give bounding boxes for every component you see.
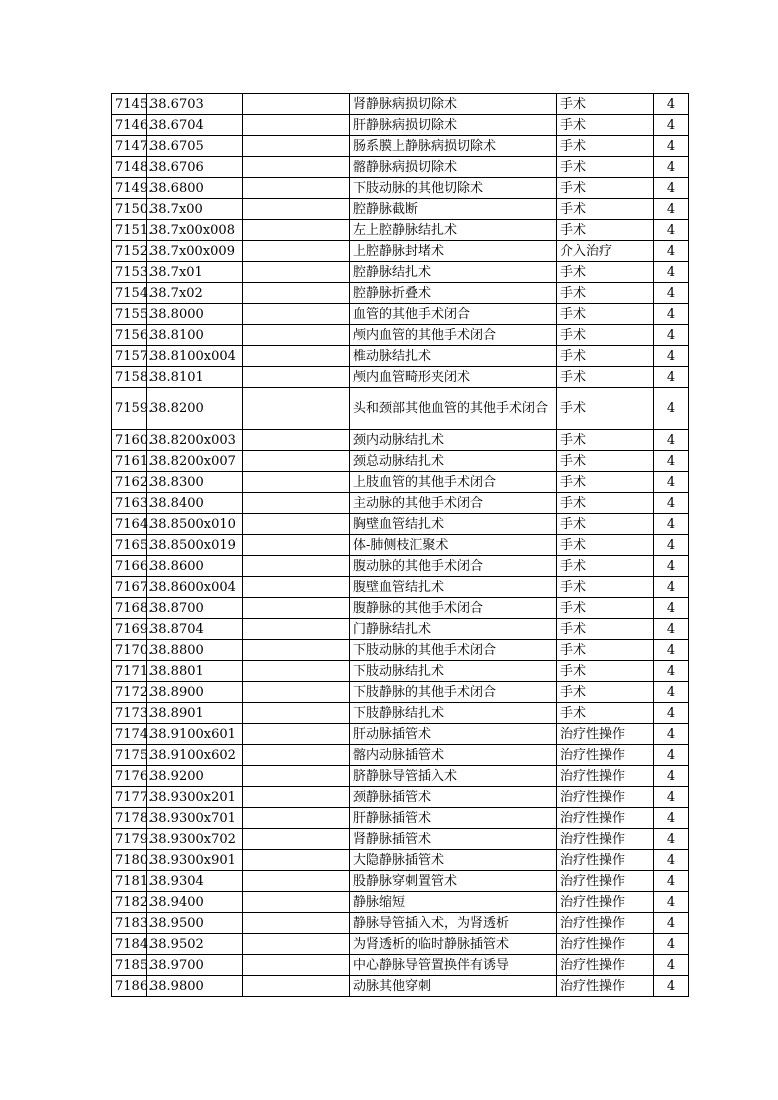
- procedure-code-cell: 38.9304: [147, 871, 243, 892]
- procedure-code-cell: 38.8700: [147, 598, 243, 619]
- row-number-cell: 7184.: [112, 934, 147, 955]
- table-row: [112, 136, 689, 157]
- procedure-level-cell: 4: [654, 766, 689, 787]
- procedure-type-cell: 治疗性操作: [557, 892, 654, 913]
- row-number-cell: 7162.: [112, 472, 147, 493]
- procedure-level-cell: 4: [654, 661, 689, 682]
- procedure-code-cell: 38.7x01: [147, 262, 243, 283]
- procedure-level-cell: 4: [654, 472, 689, 493]
- table-row: [112, 115, 689, 136]
- procedure-type-cell: 手术: [557, 640, 654, 661]
- table-row: [112, 493, 689, 514]
- procedure-code-cell: 38.9300x702: [147, 829, 243, 850]
- row-number-cell: 7166.: [112, 556, 147, 577]
- procedure-name-cell: 头和颈部其他血管的其他手术闭合: [350, 388, 557, 430]
- row-number-cell: 7145.: [112, 94, 147, 115]
- row-number-cell: 7174.: [112, 724, 147, 745]
- table-row: [112, 430, 689, 451]
- procedure-level-cell: 4: [654, 451, 689, 472]
- procedure-table-body: [112, 94, 689, 997]
- procedure-code-cell: 38.9300x901: [147, 850, 243, 871]
- row-number-cell: 7179.: [112, 829, 147, 850]
- extra-code-cell: [243, 388, 350, 430]
- extra-code-cell: [243, 94, 350, 115]
- procedure-name-cell: 肾静脉病损切除术: [350, 94, 557, 115]
- procedure-level-cell: 4: [654, 199, 689, 220]
- procedure-level-cell: 4: [654, 934, 689, 955]
- table-row: [112, 829, 689, 850]
- procedure-type-cell: 手术: [557, 619, 654, 640]
- extra-code-cell: [243, 577, 350, 598]
- procedure-level-cell: 4: [654, 304, 689, 325]
- procedure-level-cell: 4: [654, 619, 689, 640]
- table-row: [112, 451, 689, 472]
- procedure-name-cell: 椎动脉结扎术: [350, 346, 557, 367]
- procedure-code-cell: 38.8101: [147, 367, 243, 388]
- table-row: [112, 325, 689, 346]
- procedure-name-cell: 脐静脉导管插入术: [350, 766, 557, 787]
- procedure-type-cell: 手术: [557, 199, 654, 220]
- procedure-level-cell: 4: [654, 157, 689, 178]
- procedure-type-cell: 治疗性操作: [557, 934, 654, 955]
- extra-code-cell: [243, 829, 350, 850]
- procedure-name-cell: 下肢动脉的其他手术闭合: [350, 640, 557, 661]
- table-row: [112, 745, 689, 766]
- row-number-cell: 7171.: [112, 661, 147, 682]
- procedure-name-cell: 肝静脉插管术: [350, 808, 557, 829]
- procedure-name-cell: 静脉导管插入术，为肾透析: [350, 913, 557, 934]
- extra-code-cell: [243, 157, 350, 178]
- procedure-type-cell: 手术: [557, 283, 654, 304]
- row-number-cell: 7183.: [112, 913, 147, 934]
- procedure-level-cell: 4: [654, 367, 689, 388]
- table-row: [112, 199, 689, 220]
- procedure-type-cell: 手术: [557, 598, 654, 619]
- row-number-cell: 7155.: [112, 304, 147, 325]
- extra-code-cell: [243, 262, 350, 283]
- table-row: [112, 682, 689, 703]
- procedure-name-cell: 胸壁血管结扎术: [350, 514, 557, 535]
- extra-code-cell: [243, 136, 350, 157]
- procedure-type-cell: 手术: [557, 430, 654, 451]
- procedure-level-cell: 4: [654, 136, 689, 157]
- row-number-cell: 7147.: [112, 136, 147, 157]
- procedure-code-cell: 38.9700: [147, 955, 243, 976]
- procedure-code-cell: 38.8400: [147, 493, 243, 514]
- table-row: [112, 577, 689, 598]
- procedure-name-cell: 股静脉穿刺置管术: [350, 871, 557, 892]
- extra-code-cell: [243, 661, 350, 682]
- procedure-name-cell: 颈总动脉结扎术: [350, 451, 557, 472]
- procedure-name-cell: 肝动脉插管术: [350, 724, 557, 745]
- table-row: [112, 619, 689, 640]
- extra-code-cell: [243, 346, 350, 367]
- extra-code-cell: [243, 976, 350, 997]
- table-row: [112, 703, 689, 724]
- procedure-code-cell: 38.8300: [147, 472, 243, 493]
- extra-code-cell: [243, 325, 350, 346]
- procedure-name-cell: 髂静脉病损切除术: [350, 157, 557, 178]
- procedure-level-cell: 4: [654, 94, 689, 115]
- procedure-type-cell: 手术: [557, 514, 654, 535]
- extra-code-cell: [243, 640, 350, 661]
- procedure-level-cell: 4: [654, 241, 689, 262]
- procedure-level-cell: 4: [654, 430, 689, 451]
- procedure-type-cell: 手术: [557, 262, 654, 283]
- row-number-cell: 7154.: [112, 283, 147, 304]
- procedure-name-cell: 下肢静脉结扎术: [350, 703, 557, 724]
- row-number-cell: 7181.: [112, 871, 147, 892]
- procedure-code-cell: 38.8500x010: [147, 514, 243, 535]
- procedure-name-cell: 体-肺侧枝汇聚术: [350, 535, 557, 556]
- table-row: [112, 241, 689, 262]
- procedure-level-cell: 4: [654, 913, 689, 934]
- procedure-type-cell: 手术: [557, 472, 654, 493]
- procedure-level-cell: 4: [654, 577, 689, 598]
- procedure-code-cell: 38.9100x602: [147, 745, 243, 766]
- procedure-code-cell: 38.9500: [147, 913, 243, 934]
- procedure-type-cell: 治疗性操作: [557, 724, 654, 745]
- procedure-name-cell: 上肢血管的其他手术闭合: [350, 472, 557, 493]
- row-number-cell: 7173.: [112, 703, 147, 724]
- table-row: [112, 262, 689, 283]
- table-row: [112, 661, 689, 682]
- table-row: [112, 346, 689, 367]
- row-number-cell: 7159.: [112, 388, 147, 430]
- procedure-type-cell: 治疗性操作: [557, 808, 654, 829]
- procedure-code-cell: 38.9200: [147, 766, 243, 787]
- procedure-level-cell: 4: [654, 745, 689, 766]
- extra-code-cell: [243, 682, 350, 703]
- procedure-code-cell: 38.8801: [147, 661, 243, 682]
- procedure-type-cell: 治疗性操作: [557, 955, 654, 976]
- procedure-code-cell: 38.7x00x009: [147, 241, 243, 262]
- extra-code-cell: [243, 367, 350, 388]
- extra-code-cell: [243, 451, 350, 472]
- procedure-level-cell: 4: [654, 346, 689, 367]
- procedure-type-cell: 治疗性操作: [557, 829, 654, 850]
- procedure-type-cell: 手术: [557, 388, 654, 430]
- procedure-level-cell: 4: [654, 514, 689, 535]
- procedure-level-cell: 4: [654, 178, 689, 199]
- row-number-cell: 7165.: [112, 535, 147, 556]
- table-row: [112, 955, 689, 976]
- procedure-type-cell: 手术: [557, 94, 654, 115]
- procedure-code-cell: 38.9100x601: [147, 724, 243, 745]
- procedure-name-cell: 门静脉结扎术: [350, 619, 557, 640]
- procedure-type-cell: 手术: [557, 556, 654, 577]
- extra-code-cell: [243, 619, 350, 640]
- extra-code-cell: [243, 283, 350, 304]
- procedure-name-cell: 腹动脉的其他手术闭合: [350, 556, 557, 577]
- procedure-type-cell: 手术: [557, 304, 654, 325]
- procedure-level-cell: 4: [654, 682, 689, 703]
- procedure-level-cell: 4: [654, 955, 689, 976]
- procedure-level-cell: 4: [654, 493, 689, 514]
- procedure-code-cell: 38.7x02: [147, 283, 243, 304]
- procedure-code-cell: 38.8500x019: [147, 535, 243, 556]
- procedure-code-cell: 38.8704: [147, 619, 243, 640]
- procedure-code-cell: 38.8901: [147, 703, 243, 724]
- row-number-cell: 7182.: [112, 892, 147, 913]
- procedure-level-cell: 4: [654, 850, 689, 871]
- procedure-type-cell: 治疗性操作: [557, 745, 654, 766]
- procedure-name-cell: 静脉缩短: [350, 892, 557, 913]
- procedure-name-cell: 颅内血管的其他手术闭合: [350, 325, 557, 346]
- procedure-code-cell: 38.8200: [147, 388, 243, 430]
- procedure-code-cell: 38.8900: [147, 682, 243, 703]
- procedure-type-cell: 介入治疗: [557, 241, 654, 262]
- procedure-code-cell: 38.9502: [147, 934, 243, 955]
- row-number-cell: 7186.: [112, 976, 147, 997]
- procedure-level-cell: 4: [654, 703, 689, 724]
- procedure-code-cell: 38.8000: [147, 304, 243, 325]
- extra-code-cell: [243, 535, 350, 556]
- procedure-name-cell: 血管的其他手术闭合: [350, 304, 557, 325]
- procedure-name-cell: 肾静脉插管术: [350, 829, 557, 850]
- procedure-name-cell: 大隐静脉插管术: [350, 850, 557, 871]
- row-number-cell: 7163.: [112, 493, 147, 514]
- procedure-name-cell: 下肢动脉结扎术: [350, 661, 557, 682]
- procedure-type-cell: 治疗性操作: [557, 787, 654, 808]
- procedure-type-cell: 手术: [557, 367, 654, 388]
- extra-code-cell: [243, 199, 350, 220]
- extra-code-cell: [243, 598, 350, 619]
- procedure-level-cell: 4: [654, 325, 689, 346]
- procedure-type-cell: 治疗性操作: [557, 850, 654, 871]
- procedure-code-cell: 38.9300x701: [147, 808, 243, 829]
- row-number-cell: 7178.: [112, 808, 147, 829]
- procedure-level-cell: 4: [654, 556, 689, 577]
- procedure-type-cell: 手术: [557, 115, 654, 136]
- procedure-level-cell: 4: [654, 388, 689, 430]
- row-number-cell: 7172.: [112, 682, 147, 703]
- procedure-code-cell: 38.8600x004: [147, 577, 243, 598]
- procedure-level-cell: 4: [654, 283, 689, 304]
- procedure-type-cell: 治疗性操作: [557, 913, 654, 934]
- extra-code-cell: [243, 892, 350, 913]
- procedure-type-cell: 手术: [557, 157, 654, 178]
- row-number-cell: 7185.: [112, 955, 147, 976]
- procedure-name-cell: 颅内血管畸形夹闭术: [350, 367, 557, 388]
- procedure-name-cell: 腔静脉结扎术: [350, 262, 557, 283]
- row-number-cell: 7170.: [112, 640, 147, 661]
- procedure-level-cell: 4: [654, 115, 689, 136]
- procedure-code-cell: 38.6703: [147, 94, 243, 115]
- table-row: [112, 178, 689, 199]
- procedure-type-cell: 手术: [557, 493, 654, 514]
- row-number-cell: 7177.: [112, 787, 147, 808]
- procedure-level-cell: 4: [654, 976, 689, 997]
- row-number-cell: 7168.: [112, 598, 147, 619]
- row-number-cell: 7160.: [112, 430, 147, 451]
- table-row: [112, 598, 689, 619]
- extra-code-cell: [243, 745, 350, 766]
- table-row: [112, 934, 689, 955]
- extra-code-cell: [243, 514, 350, 535]
- procedure-name-cell: 左上腔静脉结扎术: [350, 220, 557, 241]
- row-number-cell: 7157.: [112, 346, 147, 367]
- procedure-type-cell: 手术: [557, 682, 654, 703]
- procedure-name-cell: 腹静脉的其他手术闭合: [350, 598, 557, 619]
- procedure-type-cell: 治疗性操作: [557, 976, 654, 997]
- extra-code-cell: [243, 472, 350, 493]
- extra-code-cell: [243, 241, 350, 262]
- row-number-cell: 7158.: [112, 367, 147, 388]
- procedure-type-cell: 手术: [557, 535, 654, 556]
- procedure-type-cell: 手术: [557, 703, 654, 724]
- procedure-name-cell: 中心静脉导管置换伴有诱导: [350, 955, 557, 976]
- extra-code-cell: [243, 703, 350, 724]
- procedure-level-cell: 4: [654, 640, 689, 661]
- extra-code-cell: [243, 934, 350, 955]
- procedure-code-cell: 38.8100x004: [147, 346, 243, 367]
- extra-code-cell: [243, 556, 350, 577]
- row-number-cell: 7153.: [112, 262, 147, 283]
- procedure-name-cell: 腔静脉截断: [350, 199, 557, 220]
- extra-code-cell: [243, 220, 350, 241]
- procedure-level-cell: 4: [654, 262, 689, 283]
- table-row: [112, 220, 689, 241]
- procedure-type-cell: 手术: [557, 136, 654, 157]
- table-row: [112, 283, 689, 304]
- procedure-name-cell: 腹壁血管结扎术: [350, 577, 557, 598]
- procedure-type-cell: 手术: [557, 178, 654, 199]
- extra-code-cell: [243, 430, 350, 451]
- procedure-name-cell: 上腔静脉封堵术: [350, 241, 557, 262]
- procedure-level-cell: 4: [654, 724, 689, 745]
- table-row: [112, 850, 689, 871]
- procedure-name-cell: 为肾透析的临时静脉插管术: [350, 934, 557, 955]
- procedure-code-cell: 38.7x00x008: [147, 220, 243, 241]
- procedure-code-cell: 38.9400: [147, 892, 243, 913]
- procedure-name-cell: 动脉其他穿刺: [350, 976, 557, 997]
- table-row: [112, 892, 689, 913]
- table-row: [112, 388, 689, 430]
- procedure-code-cell: 38.8200x003: [147, 430, 243, 451]
- table-row: [112, 367, 689, 388]
- procedure-code-cell: 38.6800: [147, 178, 243, 199]
- row-number-cell: 7164.: [112, 514, 147, 535]
- table-row: [112, 766, 689, 787]
- procedure-name-cell: 腔静脉折叠术: [350, 283, 557, 304]
- procedure-name-cell: 颈静脉插管术: [350, 787, 557, 808]
- table-row: [112, 94, 689, 115]
- extra-code-cell: [243, 955, 350, 976]
- row-number-cell: 7148.: [112, 157, 147, 178]
- procedure-name-cell: 主动脉的其他手术闭合: [350, 493, 557, 514]
- procedure-code-cell: 38.7x00: [147, 199, 243, 220]
- row-number-cell: 7152.: [112, 241, 147, 262]
- procedure-code-cell: 38.6706: [147, 157, 243, 178]
- extra-code-cell: [243, 304, 350, 325]
- row-number-cell: 7169.: [112, 619, 147, 640]
- row-number-cell: 7151.: [112, 220, 147, 241]
- extra-code-cell: [243, 913, 350, 934]
- procedure-type-cell: 手术: [557, 577, 654, 598]
- table-row: [112, 157, 689, 178]
- procedure-type-cell: 手术: [557, 661, 654, 682]
- table-row: [112, 787, 689, 808]
- procedure-code-cell: 38.8200x007: [147, 451, 243, 472]
- procedure-code-cell: 38.6704: [147, 115, 243, 136]
- row-number-cell: 7150.: [112, 199, 147, 220]
- procedure-level-cell: 4: [654, 535, 689, 556]
- procedure-type-cell: 治疗性操作: [557, 766, 654, 787]
- procedure-level-cell: 4: [654, 808, 689, 829]
- row-number-cell: 7167.: [112, 577, 147, 598]
- row-number-cell: 7176.: [112, 766, 147, 787]
- procedure-type-cell: 治疗性操作: [557, 871, 654, 892]
- procedure-level-cell: 4: [654, 871, 689, 892]
- procedure-code-cell: 38.9800: [147, 976, 243, 997]
- extra-code-cell: [243, 724, 350, 745]
- row-number-cell: 7161.: [112, 451, 147, 472]
- procedure-code-cell: 38.8600: [147, 556, 243, 577]
- extra-code-cell: [243, 871, 350, 892]
- procedure-level-cell: 4: [654, 787, 689, 808]
- extra-code-cell: [243, 766, 350, 787]
- procedure-code-cell: 38.8800: [147, 640, 243, 661]
- procedure-type-cell: 手术: [557, 220, 654, 241]
- row-number-cell: 7146.: [112, 115, 147, 136]
- table-row: [112, 871, 689, 892]
- extra-code-cell: [243, 787, 350, 808]
- row-number-cell: 7156.: [112, 325, 147, 346]
- procedure-type-cell: 手术: [557, 451, 654, 472]
- extra-code-cell: [243, 850, 350, 871]
- procedure-name-cell: 肝静脉病损切除术: [350, 115, 557, 136]
- procedure-name-cell: 髂内动脉插管术: [350, 745, 557, 766]
- table-row: [112, 535, 689, 556]
- procedure-level-cell: 4: [654, 598, 689, 619]
- procedure-code-cell: 38.8100: [147, 325, 243, 346]
- procedure-code-cell: 38.6705: [147, 136, 243, 157]
- procedure-name-cell: 肠系膜上静脉病损切除术: [350, 136, 557, 157]
- extra-code-cell: [243, 808, 350, 829]
- extra-code-cell: [243, 178, 350, 199]
- table-row: [112, 304, 689, 325]
- procedure-name-cell: 下肢静脉的其他手术闭合: [350, 682, 557, 703]
- row-number-cell: 7149.: [112, 178, 147, 199]
- procedure-level-cell: 4: [654, 892, 689, 913]
- table-row: [112, 724, 689, 745]
- procedure-table: [111, 93, 689, 997]
- table-row: [112, 808, 689, 829]
- table-row: [112, 640, 689, 661]
- table-row: [112, 514, 689, 535]
- table-row: [112, 472, 689, 493]
- procedure-type-cell: 手术: [557, 325, 654, 346]
- table-row: [112, 976, 689, 997]
- row-number-cell: 7180.: [112, 850, 147, 871]
- procedure-level-cell: 4: [654, 829, 689, 850]
- procedure-code-cell: 38.9300x201: [147, 787, 243, 808]
- procedure-name-cell: 下肢动脉的其他切除术: [350, 178, 557, 199]
- row-number-cell: 7175.: [112, 745, 147, 766]
- procedure-level-cell: 4: [654, 220, 689, 241]
- table-row: [112, 556, 689, 577]
- extra-code-cell: [243, 493, 350, 514]
- table-row: [112, 913, 689, 934]
- procedure-type-cell: 手术: [557, 346, 654, 367]
- extra-code-cell: [243, 115, 350, 136]
- procedure-name-cell: 颈内动脉结扎术: [350, 430, 557, 451]
